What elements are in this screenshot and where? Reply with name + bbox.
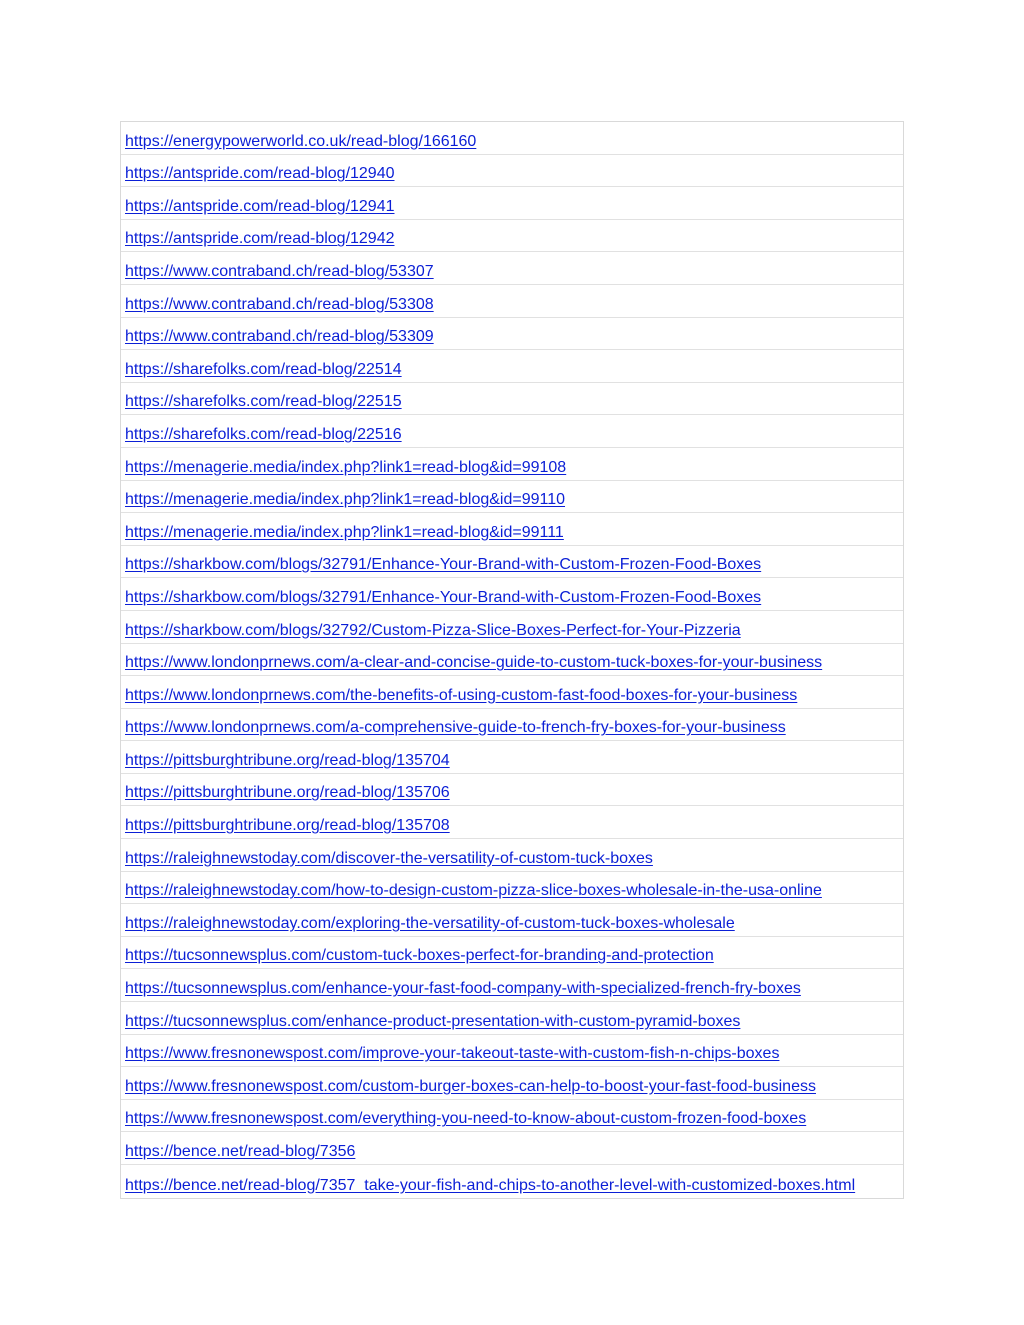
link[interactable]: https://energypowerworld.co.uk/read-blog/166160 bbox=[125, 132, 477, 150]
table-row bbox=[121, 1035, 903, 1068]
table-row bbox=[121, 318, 903, 351]
table-row bbox=[121, 415, 903, 448]
link[interactable]: https://sharefolks.com/read-blog/22514 bbox=[125, 360, 402, 378]
link[interactable]: https://raleighnewstoday.com/discover-the-versatility-of-custom-tuck-boxes bbox=[125, 849, 653, 867]
table-row bbox=[121, 285, 903, 318]
link[interactable]: https://pittsburghtribune.org/read-blog/135708 bbox=[125, 817, 450, 835]
link[interactable]: https://tucsonnewsplus.com/custom-tuck-boxes-perfect-for-branding-and-protection bbox=[125, 947, 714, 965]
table-row bbox=[121, 578, 903, 611]
table-row bbox=[121, 1100, 903, 1133]
link[interactable]: https://menagerie.media/index.php?link1=read-blog&id=99111 bbox=[125, 523, 564, 541]
table-row bbox=[121, 741, 903, 774]
table-row bbox=[121, 187, 903, 220]
link[interactable]: https://sharefolks.com/read-blog/22516 bbox=[125, 425, 402, 443]
table-row bbox=[121, 676, 903, 709]
link[interactable]: https://www.contraband.ch/read-blog/53307 bbox=[125, 262, 434, 280]
link[interactable]: https://www.contraband.ch/read-blog/53308 bbox=[125, 295, 434, 313]
table-row bbox=[121, 220, 903, 253]
table-row bbox=[121, 839, 903, 872]
table-row bbox=[121, 155, 903, 188]
link[interactable]: https://antspride.com/read-blog/12941 bbox=[125, 197, 395, 215]
table-row bbox=[121, 937, 903, 970]
table-row bbox=[121, 546, 903, 579]
link[interactable]: https://tucsonnewsplus.com/enhance-product-presentation-with-custom-pyramid-boxes bbox=[125, 1012, 741, 1030]
link[interactable]: https://www.londonprnews.com/the-benefits-of-using-custom-fast-food-boxes-for-your-business bbox=[125, 686, 798, 704]
link-table bbox=[120, 121, 904, 1199]
link[interactable]: https://antspride.com/read-blog/12940 bbox=[125, 165, 395, 183]
link[interactable]: https://bence.net/read-blog/7357_take-your-fish-and-chips-to-another-level-with-customized-boxes.html bbox=[125, 1176, 856, 1194]
link[interactable]: https://www.londonprnews.com/a-clear-and-concise-guide-to-custom-tuck-boxes-for-your-business bbox=[125, 654, 823, 672]
table-row bbox=[121, 611, 903, 644]
table-row bbox=[121, 904, 903, 937]
link[interactable]: https://pittsburghtribune.org/read-blog/135706 bbox=[125, 784, 450, 802]
table-row bbox=[121, 872, 903, 905]
link[interactable]: https://sharkbow.com/blogs/32791/Enhance-Your-Brand-with-Custom-Frozen-Food-Boxes bbox=[125, 556, 762, 574]
link[interactable]: https://sharkbow.com/blogs/32792/Custom-Pizza-Slice-Boxes-Perfect-for-Your-Pizzeria bbox=[125, 621, 741, 639]
table-row bbox=[121, 481, 903, 514]
link[interactable]: https://antspride.com/read-blog/12942 bbox=[125, 230, 395, 248]
table-row bbox=[121, 350, 903, 383]
link[interactable]: https://raleighnewstoday.com/exploring-the-versatility-of-custom-tuck-boxes-wholesale bbox=[125, 914, 735, 932]
link[interactable]: https://www.fresnonewspost.com/everything-you-need-to-know-about-custom-frozen-food-boxes bbox=[125, 1110, 807, 1128]
link[interactable]: https://menagerie.media/index.php?link1=read-blog&id=99110 bbox=[125, 491, 566, 509]
table-row bbox=[121, 1067, 903, 1100]
table-row bbox=[121, 122, 903, 155]
table-row bbox=[121, 1002, 903, 1035]
link[interactable]: https://sharkbow.com/blogs/32791/Enhance-Your-Brand-with-Custom-Frozen-Food-Boxes bbox=[125, 588, 762, 606]
link[interactable]: https://raleighnewstoday.com/how-to-design-custom-pizza-slice-boxes-wholesale-in-the-usa-online bbox=[125, 882, 822, 900]
link[interactable]: https://sharefolks.com/read-blog/22515 bbox=[125, 393, 402, 411]
table-row bbox=[121, 513, 903, 546]
link[interactable]: https://www.fresnonewspost.com/custom-burger-boxes-can-help-to-boost-your-fast-food-business bbox=[125, 1077, 816, 1095]
table-row bbox=[121, 1132, 903, 1165]
table-row bbox=[121, 969, 903, 1002]
link[interactable]: https://bence.net/read-blog/7356 bbox=[125, 1143, 356, 1160]
table-row bbox=[121, 252, 903, 285]
table-row bbox=[121, 448, 903, 481]
table-row bbox=[121, 644, 903, 677]
table-row bbox=[121, 1165, 903, 1198]
link[interactable]: https://pittsburghtribune.org/read-blog/135704 bbox=[125, 751, 450, 769]
link[interactable]: https://www.londonprnews.com/a-comprehensive-guide-to-french-fry-boxes-for-your-business bbox=[125, 719, 786, 737]
table-row bbox=[121, 806, 903, 839]
link[interactable]: https://menagerie.media/index.php?link1=read-blog&id=99108 bbox=[125, 458, 567, 476]
link[interactable]: https://tucsonnewsplus.com/enhance-your-fast-food-company-with-specialized-french-fry-boxes bbox=[125, 980, 801, 998]
link[interactable]: https://www.fresnonewspost.com/improve-your-takeout-taste-with-custom-fish-n-chips-boxes bbox=[125, 1045, 780, 1063]
table-row bbox=[121, 709, 903, 742]
table-row bbox=[121, 383, 903, 416]
link[interactable]: https://www.contraband.ch/read-blog/53309 bbox=[125, 328, 434, 346]
table-row bbox=[121, 774, 903, 807]
